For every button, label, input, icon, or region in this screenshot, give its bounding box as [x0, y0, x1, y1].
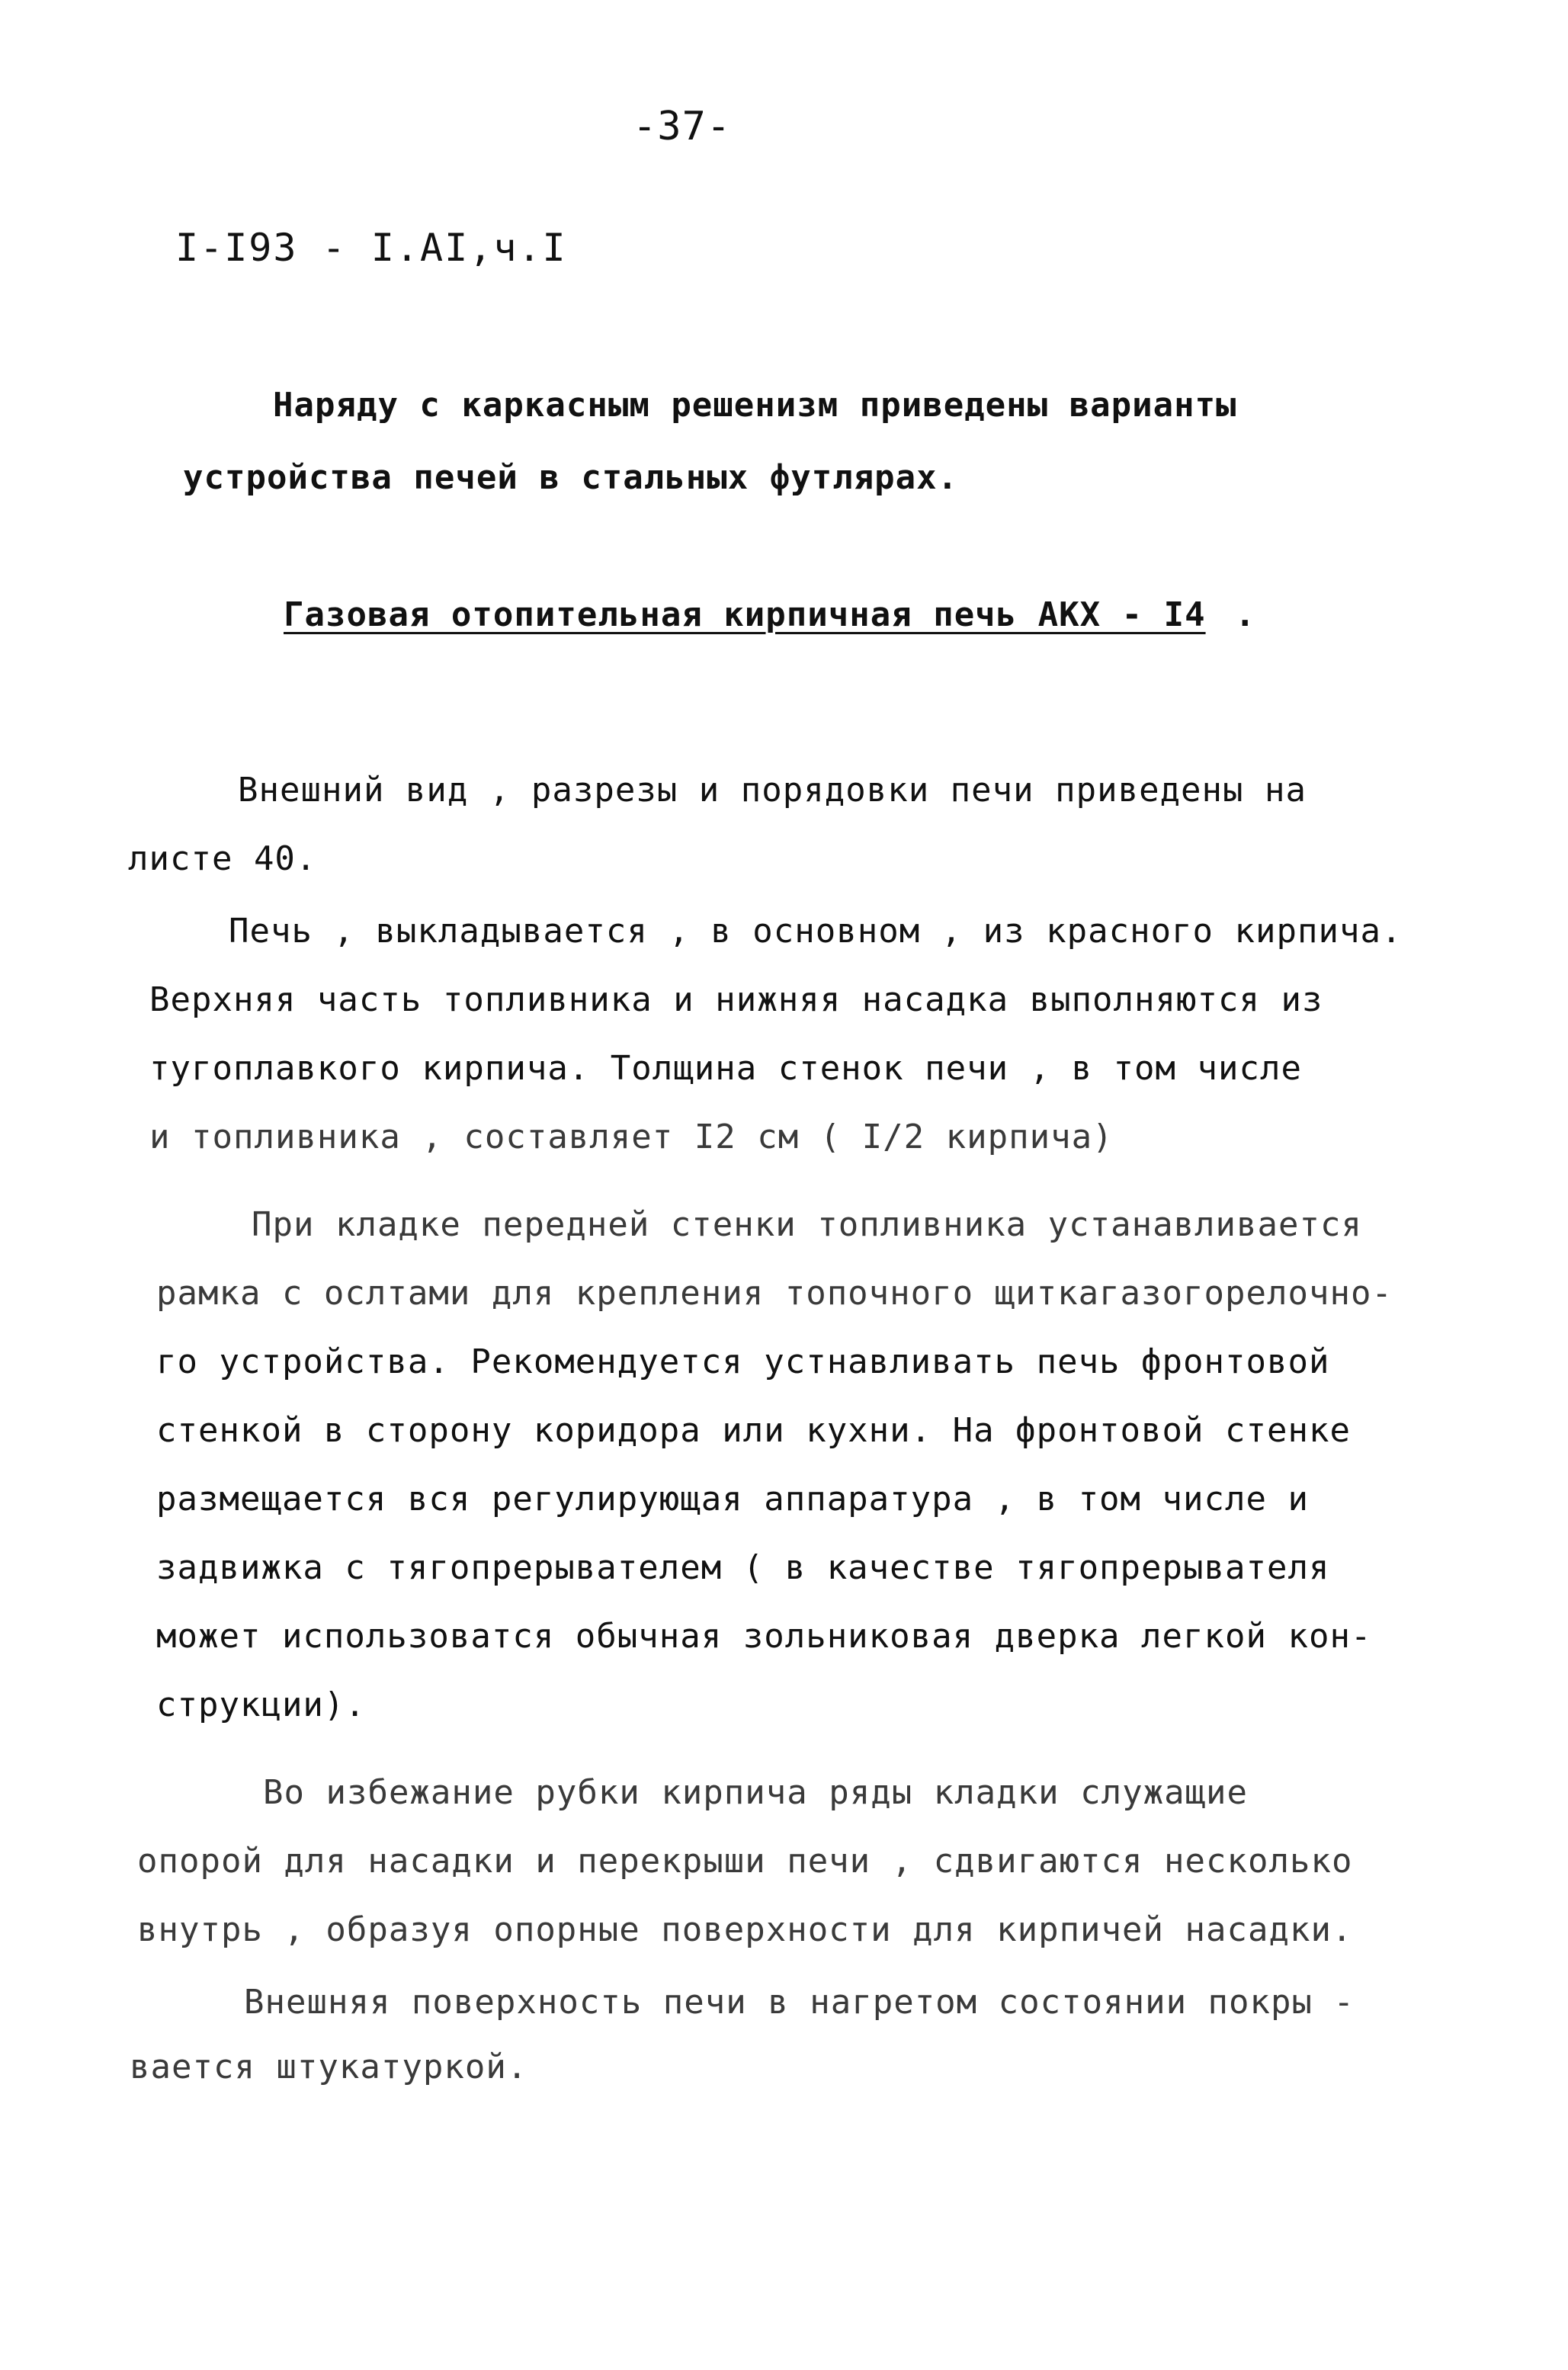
- paragraph-line: Внешняя поверхность печи в нагретом состоянии покры -: [244, 1983, 1355, 2022]
- paragraph-line: рамка с ослтами для крепления топочного щиткагазогорелочно-: [156, 1274, 1393, 1313]
- document-code: I-I93 - I.AI,ч.I: [175, 226, 567, 270]
- section-heading: Газовая отопительная кирпичная печь АКХ - I4: [284, 595, 1206, 634]
- intro-line-2: устройства печей в стальных футлярах.: [183, 458, 959, 497]
- paragraph-line: и топливника , составляет I2 см ( I/2 кирпича): [149, 1118, 1114, 1156]
- paragraph-line: задвижка с тягопрерывателем ( в качестве тягопрерывателя: [156, 1548, 1330, 1587]
- paragraph-line: тугоплавкого кирпича. Толщина стенок печи , в том числе: [149, 1049, 1302, 1088]
- page-number: -37-: [633, 104, 732, 149]
- paragraph-line: листе 40.: [128, 839, 317, 878]
- paragraph-line: Печь , выкладывается , в основном , из красного кирпича.: [229, 912, 1403, 951]
- paragraph-line: может использоватся обычная зольниковая дверка легкой кон-: [156, 1617, 1372, 1656]
- paragraph-line: го устройства. Рекомендуется устнавливать печь фронтовой: [156, 1342, 1330, 1381]
- intro-line-1: Наряду с каркасным решенизм приведены варианты: [273, 386, 1237, 425]
- paragraph-line: Во избежание рубки кирпича ряды кладки служащие: [263, 1773, 1249, 1812]
- section-heading-period: .: [1235, 595, 1256, 634]
- paragraph-line: опорой для насадки и перекрыши печи , сдвигаются несколько: [137, 1842, 1353, 1881]
- paragraph-line: Внешний вид , разрезы и порядовки печи приведены на: [238, 771, 1307, 810]
- paragraph-line: струкции).: [156, 1685, 366, 1724]
- paragraph-line: внутрь , образуя опорные поверхности для кирпичей насадки.: [137, 1910, 1353, 1949]
- paragraph-line: вается штукатуркой.: [130, 2048, 528, 2086]
- paragraph-line: Верхняя часть топливника и нижняя насадка выполняются из: [149, 980, 1323, 1019]
- paragraph-line: При кладке передней стенки топливника устанавливается: [252, 1205, 1362, 1244]
- paragraph-line: размещается вся регулирующая аппаратура , в том числе и: [156, 1480, 1309, 1519]
- paragraph-line: стенкой в сторону коридора или кухни. На фронтовой стенке: [156, 1411, 1351, 1450]
